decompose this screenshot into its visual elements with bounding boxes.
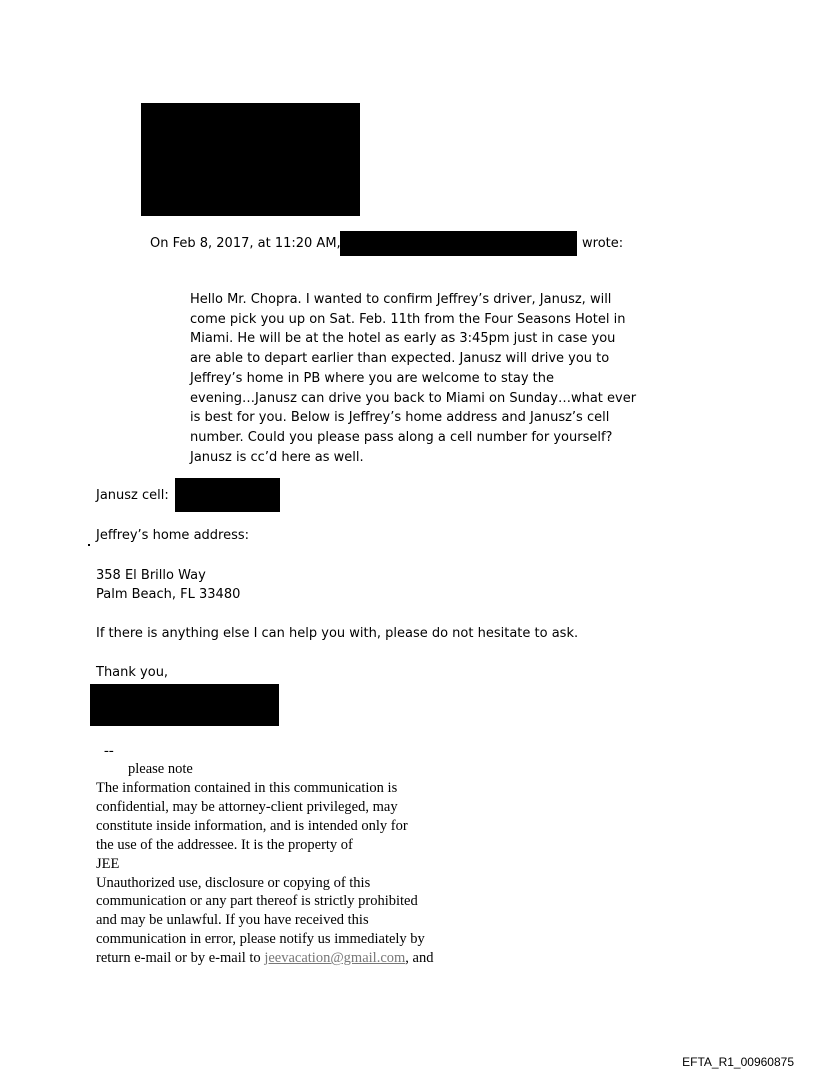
message-line: Miami. He will be at the hotel as early as 3:45pm just in case you [190,331,616,347]
message-body [190,290,640,467]
disclaimer-line: and may be unlawful. If you have received this [96,912,369,929]
help-text: If there is anything else I can help you with, please do not hesitate to ask. [96,626,579,641]
signature-dashes: -- [104,743,114,759]
email-link[interactable]: jeevacation@gmail.com [264,950,406,967]
message-line: Janusz is cc’d here as well. [190,449,364,465]
disclaimer-last-line [96,949,433,968]
reply-header-prefix: On Feb 8, 2017, at 11:20 AM, [150,236,341,251]
message-line: are able to depart earlier than expected. Janusz will drive you to [190,351,610,367]
address-line-1: 358 El Brillo Way [96,568,206,583]
redaction-block-sender [340,231,577,256]
redaction-block-signature [90,684,279,726]
redaction-block-top [141,103,360,216]
message-line: Hello Mr. Chopra. I wanted to confirm Jeffrey’s driver, Janusz, will [190,292,612,307]
message-line: evening…Janusz can drive you back to Miami on Sunday…what ever [190,390,637,406]
disclaimer-line: communication in error, please notify us immediately by [96,931,425,948]
message-line: Jeffrey’s home in PB where you are welcome to stay the [190,370,554,386]
message-line: come pick you up on Sat. Feb. 11th from the Four Seasons Hotel in [190,311,626,327]
address-line-2: Palm Beach, FL 33480 [96,587,241,602]
cell-label: Janusz cell: [96,488,169,503]
disclaimer-line: confidential, may be attorney-client privileged, may [96,798,398,815]
document-id: EFTA_R1_00960875 [682,1055,794,1069]
disclaimer-last-suffix: , and [405,950,434,967]
disclaimer-line: the use of the addressee. It is the property of [96,836,353,853]
disclaimer-line: JEE [96,855,120,872]
reply-header-suffix: wrote: [582,236,624,251]
address-label: Jeffrey’s home address: [96,528,250,543]
disclaimer [96,779,433,968]
message-line: is best for you. Below is Jeffrey’s home address and Janusz’s cell [190,410,610,426]
disclaimer-line: communication or any part thereof is strictly prohibited [96,893,418,910]
disclaimer-line: Unauthorized use, disclosure or copying of this [96,874,371,891]
disclaimer-last-prefix: return e-mail or by e-mail to [96,950,265,967]
disclaimer-line: The information contained in this communication is [96,780,398,796]
redaction-block-cell [175,478,280,512]
scan-mark [88,544,90,546]
disclaimer-line: constitute inside information, and is intended only for [96,817,408,834]
thanks-text: Thank you, [96,665,169,680]
signature-note: please note [128,761,193,777]
message-line: number. Could you please pass along a cell number for yourself? [190,429,613,445]
